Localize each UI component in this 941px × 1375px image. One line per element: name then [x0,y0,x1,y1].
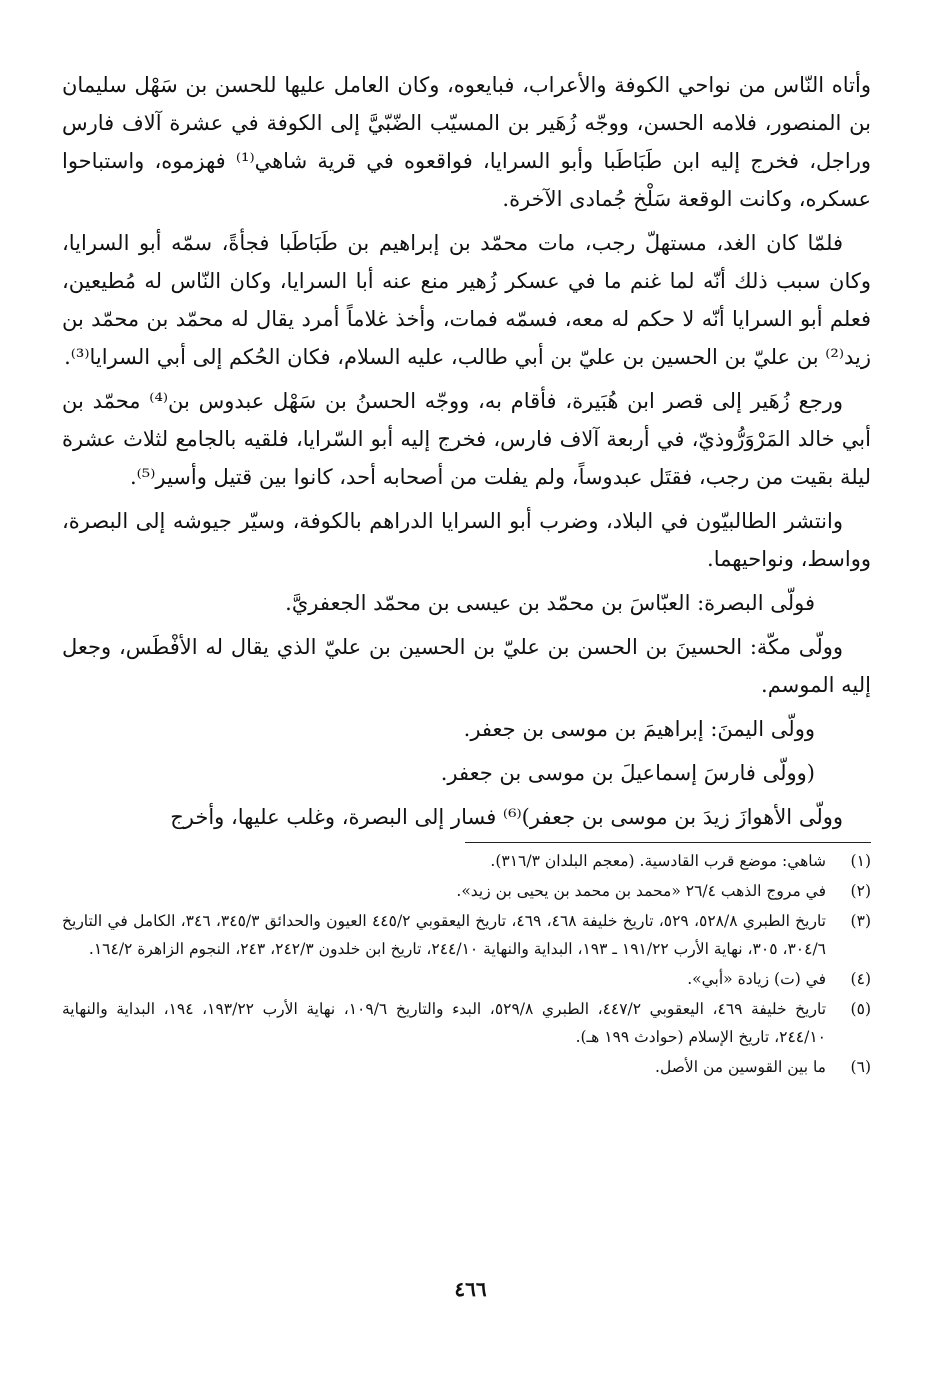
footnote-text: في مروج الذهب ٢٦/٤ «محمد بن محمد بن يحيى بن زيد». [456,882,826,900]
footnote-number: (٣) [850,912,871,930]
footnote [62,1053,871,1081]
paragraph-1: وأتاه النّاس من نواحي الكوفة والأعراب، فبايعوه، وكان العامل عليها للحسن بن سَهْل سليمان بن المنصور، فلامه الحسن، ووجّه زُهَير بن المسيّب الضّبّيَّ إلى الكوفة في عشرة آلاف فارس وراجل، فخرج إليه ابن طَبَاطَبا وأبو السرايا، فواقعوه في قرية شاهي⁽¹⁾ فهزموه، واستباحوا عسكره، وكانت الوقعة سَلْخ جُمادى الآخرة. [62,73,871,211]
footnote [62,907,871,963]
footnote-number: (١) [850,852,871,870]
footnote [62,877,871,905]
footnote [62,847,871,875]
page-number: ٤٦٦ [454,1277,487,1301]
footnote-number: (٢) [850,882,871,900]
footnote-number: (٦) [850,1058,871,1076]
footnote-number: (٤) [850,970,871,988]
footnote [62,995,871,1051]
footnote-text: شاهي: موضع قرب القادسية. (معجم البلدان ٣١٦/٣). [490,852,826,870]
paragraph-3: ورجع زُهَير إلى قصر ابن هُبَيرة، فأقام به، ووجّه الحسنُ بن سَهْل عبدوس بن⁽⁴⁾ محمّد بن أبي خالد المَرْوَرُّوذيّ، في أربعة آلاف فارس، فخرج إليه أبو السّرايا، فلقيه بالجامع لثلاث عشرة ليلة بقيت من رجب، فقتَل عبدوساً، ولم يفلت من أصحابه أحد، كانوا بين قتيل وأسير⁽⁵⁾. [62,389,871,489]
footnotes [62,847,871,1081]
paragraph-4: وانتشر الطالبيّون في البلاد، وضرب أبو السرايا الدراهم بالكوفة، وسيّر جيوشه إلى البصرة، وواسط، ونواحيهما. [62,509,871,571]
paragraph-7: وولّى اليمنَ: إبراهيمَ بن موسى بن جعفر. [463,717,815,741]
footnote-divider [465,842,871,843]
footnote-text: تاريخ خليفة ٤٦٩، اليعقوبي ٤٤٧/٢، الطبري ٥٢٩/٨، البدء والتاريخ ١٠٩/٦، نهاية الأرب ١٩٣/٢٢، ١٩٤، البداية والنهاية ٢٤٤/١٠، تاريخ الإسلام (حوادث ١٩٩ هـ). [62,1000,827,1046]
paragraph-2: فلمّا كان الغد، مستهلّ رجب، مات محمّد بن إبراهيم بن طَبَاطَبا فجأةً، سمّه أبو السرايا، وكان سبب ذلك أنّه لما غنم ما في عسكر زُهير منع عنه أبا السرايا، وكان النّاس له مُطيعين، فعلم أبو السرايا أنّه لا حكم له معه، فسمّه فمات، وأخذ غلاماً أمرد يقال له محمّد بن محمّد بن زيد⁽²⁾ بن عليّ بن الحسين بن عليّ بن أبي طالب، عليه السلام، فكان الحُكم إلى أبي السرايا⁽³⁾. [62,231,871,369]
paragraph-9: وولّى الأهوازَ زيدَ بن موسى بن جعفر)⁽⁶⁾ فسار إلى البصرة، وغلب عليها، وأخرج [170,805,843,829]
footnote-text: تاريخ الطبري ٥٢٨/٨، ٥٢٩، تاريخ خليفة ٤٦٨، ٤٦٩، تاريخ اليعقوبي ٤٤٥/٢ العيون والحدائق ٣٤٥/٣، ٣٤٦، الكامل في التاريخ ٣٠٤/٦، ٣٠٥، نهاية الأرب ١٩١/٢٢ ـ ١٩٣، البداية والنهاية ٢٤٤/١٠، تاريخ ابن خلدون ٢٤٢/٣، ٢٤٣، النجوم الزاهرة ١٦٤/٢. [62,912,826,958]
main-text [62,66,871,836]
footnote-text: ما بين القوسين من الأصل. [655,1058,826,1076]
footnote-number: (٥) [850,1000,871,1018]
footnote-text: في (ت) زيادة «أبي». [687,970,826,988]
footnote [62,965,871,993]
paragraph-6: وولّى مكّة: الحسينَ بن الحسن بن عليّ بن الحسين بن عليّ الذي يقال له الأفْطَس، وجعل إليه الموسم. [62,635,871,697]
paragraph-5: فولّى البصرة: العبّاسَ بن محمّد بن عيسى بن محمّد الجعفريَّ. [285,591,815,615]
paragraph-8: (وولّى فارسَ إسماعيلَ بن موسى بن جعفر. [440,761,815,785]
